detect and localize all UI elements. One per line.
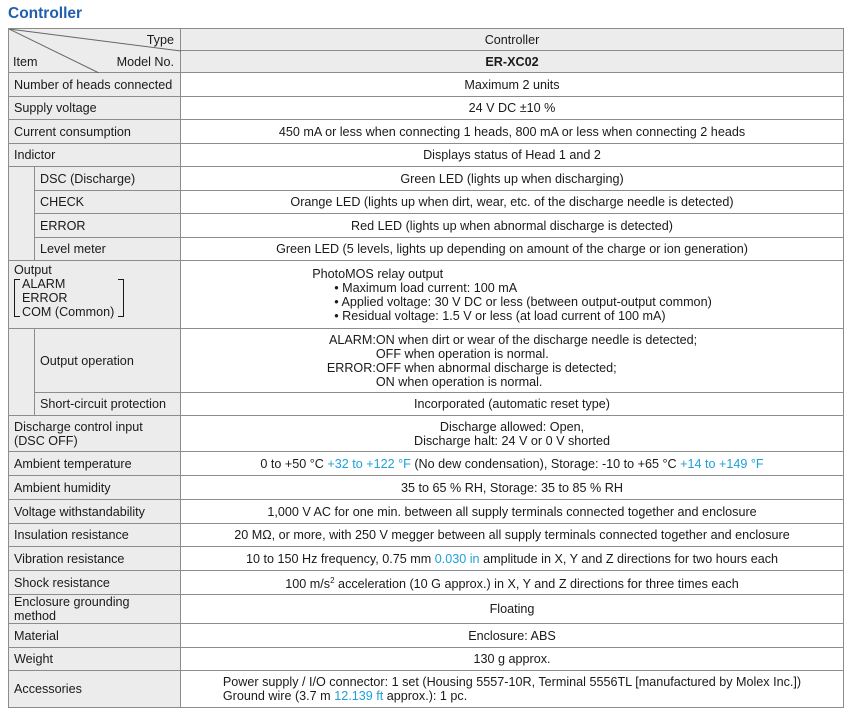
table-row bbox=[9, 238, 844, 261]
table-row bbox=[9, 120, 844, 144]
table-row bbox=[9, 416, 844, 452]
row-value: Floating bbox=[181, 595, 844, 624]
table-row bbox=[9, 167, 844, 191]
row-label: Ambient humidity bbox=[9, 476, 181, 500]
row-value: Green LED (lights up when discharging) bbox=[181, 167, 844, 191]
table-row bbox=[9, 191, 844, 214]
op-text: OFF when abnormal discharge is detected; bbox=[375, 360, 617, 375]
indent-spacer bbox=[9, 167, 35, 261]
output-sub-item: ALARM bbox=[22, 277, 66, 291]
row-value bbox=[181, 329, 844, 393]
row-value: 130 g approx. bbox=[181, 648, 844, 671]
row-value: Enclosure: ABS bbox=[181, 624, 844, 648]
row-label: DSC (Discharge) bbox=[35, 167, 181, 191]
row-value: Incorporated (automatic reset type) bbox=[181, 393, 844, 416]
table-row bbox=[9, 452, 844, 476]
row-label: Material bbox=[9, 624, 181, 648]
output-title: PhotoMOS relay output bbox=[312, 266, 444, 281]
row-value: Displays status of Head 1 and 2 bbox=[181, 144, 844, 167]
table-row bbox=[9, 547, 844, 571]
table-row bbox=[9, 500, 844, 524]
header-type: Type bbox=[146, 33, 174, 47]
row-value: 0 to +50 °C +32 to +122 °F (No dew condensation), Storage: -10 to +65 °C +14 to +149 °F bbox=[181, 452, 844, 476]
row-value: Discharge allowed: Open, Discharge halt: 24 V or 0 V shorted bbox=[181, 416, 844, 452]
table-row bbox=[9, 261, 844, 329]
op-text: OFF when operation is normal. bbox=[375, 346, 549, 361]
op-key: ALARM: bbox=[328, 332, 376, 347]
row-label: Shock resistance bbox=[9, 571, 181, 595]
row-label: Level meter bbox=[35, 238, 181, 261]
table-row bbox=[9, 73, 844, 97]
header-item: Item bbox=[13, 55, 38, 69]
row-label: Ambient temperature bbox=[9, 452, 181, 476]
output-sub-list bbox=[14, 277, 124, 319]
table-row bbox=[9, 671, 844, 708]
spec-table bbox=[8, 28, 844, 708]
table-row bbox=[9, 595, 844, 624]
row-value: Red LED (lights up when abnormal discharge is detected) bbox=[181, 214, 844, 238]
output-bullet: • Maximum load current: 100 mA bbox=[334, 280, 518, 295]
page-title: Controller bbox=[8, 5, 83, 22]
row-value: Power supply / I/O connector: 1 set (Housing 5557-10R, Terminal 5556TL [manufactured by Molex Inc.]) Ground wire (3.7 m 12.139 ft approx.): 1 pc. bbox=[181, 671, 844, 708]
row-label: Number of heads connected bbox=[9, 73, 181, 97]
row-label: Current consumption bbox=[9, 120, 181, 144]
header-model-value: ER-XC02 bbox=[181, 51, 844, 73]
output-sub-item: ERROR bbox=[22, 291, 68, 305]
table-row bbox=[9, 329, 844, 393]
row-label: Weight bbox=[9, 648, 181, 671]
row-value: Maximum 2 units bbox=[181, 73, 844, 97]
row-value: 20 MΩ, or more, with 250 V megger between all supply terminals connected together and enclosure bbox=[181, 524, 844, 547]
row-value bbox=[181, 261, 844, 329]
row-value: 1,000 V AC for one min. between all supply terminals connected together and enclosure bbox=[181, 500, 844, 524]
header-model-no: Model No. bbox=[116, 55, 174, 69]
table-row bbox=[9, 624, 844, 648]
table-row bbox=[9, 214, 844, 238]
row-label: Short-circuit protection bbox=[35, 393, 181, 416]
row-value: 24 V DC ±10 % bbox=[181, 97, 844, 120]
table-row bbox=[9, 524, 844, 547]
row-value: Green LED (5 levels, lights up depending on amount of the charge or ion generation) bbox=[181, 238, 844, 261]
row-label: CHECK bbox=[35, 191, 181, 214]
row-label: Output operation bbox=[35, 329, 181, 393]
output-bullet: • Applied voltage: 30 V DC or less (between output-output common) bbox=[334, 294, 712, 309]
row-label: Supply voltage bbox=[9, 97, 181, 120]
row-label: Accessories bbox=[9, 671, 181, 708]
row-label: Voltage withstandability bbox=[9, 500, 181, 524]
row-label: ERROR bbox=[35, 214, 181, 238]
output-sub-item: COM (Common) bbox=[22, 305, 115, 319]
row-label: Vibration resistance bbox=[9, 547, 181, 571]
row-label: Enclosure grounding method bbox=[9, 595, 181, 624]
row-value: 100 $m/s^2$ acceleration (10 G approx.) in X, Y and Z directions for three times each bbox=[181, 571, 844, 595]
table-row bbox=[9, 571, 844, 595]
op-key: ERROR: bbox=[326, 360, 376, 375]
header-corner bbox=[9, 29, 181, 73]
output-label-cell bbox=[9, 261, 181, 329]
row-value: Orange LED (lights up when dirt, wear, etc. of the discharge needle is detected) bbox=[181, 191, 844, 214]
row-value: 35 to 65 % RH, Storage: 35 to 85 % RH bbox=[181, 476, 844, 500]
header-type-value: Controller bbox=[181, 29, 844, 51]
row-label: Insulation resistance bbox=[9, 524, 181, 547]
table-row bbox=[9, 393, 844, 416]
row-label: Output bbox=[14, 263, 52, 277]
table-row bbox=[9, 648, 844, 671]
row-label: Indictor bbox=[9, 144, 181, 167]
op-text: ON when operation is normal. bbox=[375, 374, 543, 389]
output-bullet: • Residual voltage: 1.5 V or less (at load current of 100 mA) bbox=[334, 308, 666, 323]
table-row bbox=[9, 97, 844, 120]
row-value: 450 mA or less when connecting 1 heads, 800 mA or less when connecting 2 heads bbox=[181, 120, 844, 144]
output-operation-grid bbox=[327, 333, 697, 389]
table-row bbox=[9, 144, 844, 167]
row-label: Discharge control input (DSC OFF) bbox=[9, 416, 181, 452]
indent-spacer bbox=[9, 329, 35, 416]
table-row bbox=[9, 476, 844, 500]
row-value: 10 to 150 Hz frequency, 0.75 mm 0.030 in amplitude in X, Y and Z directions for two hours each bbox=[181, 547, 844, 571]
op-text: ON when dirt or wear of the discharge needle is detected; bbox=[375, 332, 698, 347]
